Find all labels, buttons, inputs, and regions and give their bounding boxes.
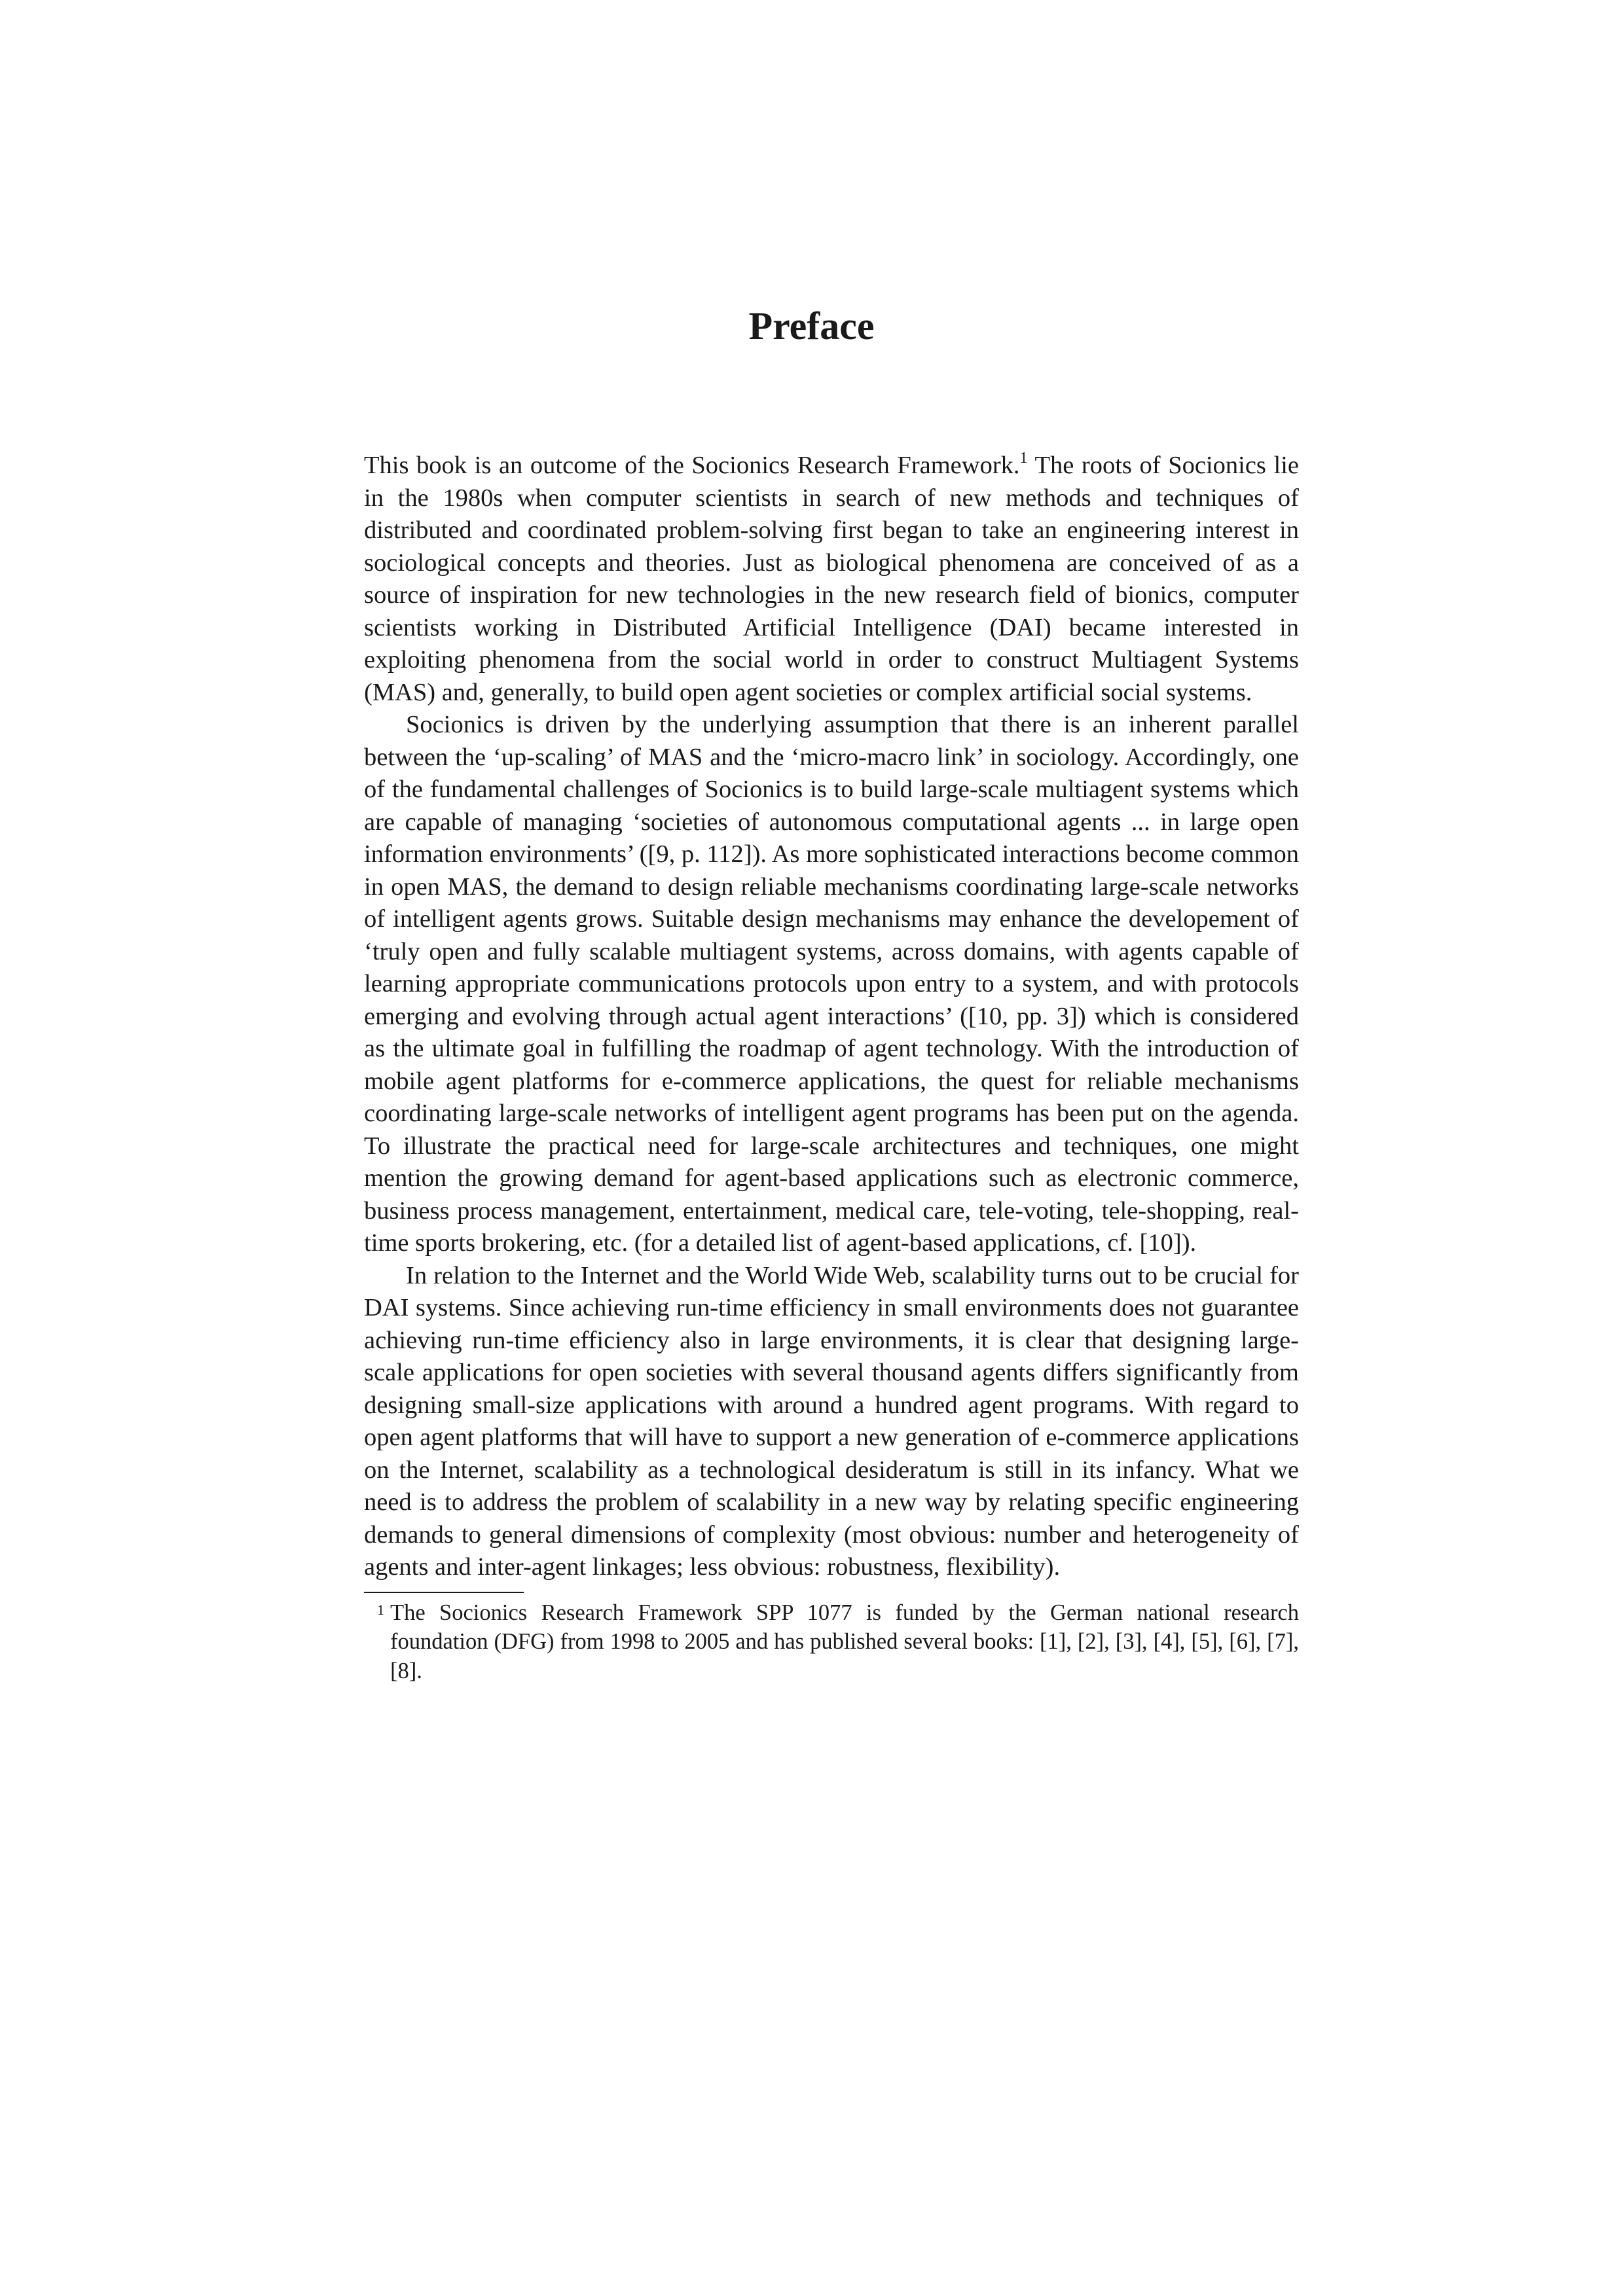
paragraph-1-body: The roots of Socionics lie in the 1980s when computer scientists in search of new methods and techniques of distributed and coordinated problem-solving first began to take an engineering interest in sociological concepts and theories. Just as biological phenomena are conceived of as a source of inspiration for new technologies in the new research field of bionics, computer scientists working in Distributed Artificial Intelligence (DAI) became interested in exploiting phenomena from the social world in order to construct Multiagent Systems (MAS) and, generally, to build open agent societies or complex artificial social systems. <box>364 452 1299 706</box>
footnote-text: The Socionics Research Framework SPP 1077 is funded by the German national research foundation (DFG) from 1998 to 2005 and has published several books: [1], [2], [3], [4], [5], [6], [7], [8]. <box>390 1600 1299 1683</box>
main-text <box>364 450 1299 1685</box>
paragraph-2: Socionics is driven by the underlying assumption that there is an inherent parallel between the ‘up-scaling’ of MAS and the ‘micro-macro link’ in sociology. Accordingly, one of the fundamental challenges of Socionics is to build large-scale multiagent systems which are capable of managing ‘societies of autonomous computational agents ... in large open information environments’ ([9, p. 112]). As more sophisticated interactions become common in open MAS, the demand to design reliable mechanisms coordinating large-scale networks of intelligent agents grows. Suitable design mechanisms may enhance the developement of ‘truly open and fully scalable multiagent systems, across domains, with agents capable of learning appropriate communications protocols upon entry to a system, and with protocols emerging and evolving through actual agent interactions’ ([10, pp. 3]) which is considered as the ultimate goal in fulfilling the roadmap of agent technology. With the introduction of mobile agent platforms for e-commerce applications, the quest for reliable mechanisms coordinating large-scale networks of intelligent agent programs has been put on the agenda. To illustrate the practical need for large-scale architectures and techniques, one might mention the growing demand for agent-based applications such as electronic commerce, business process management, entertainment, medical care, tele-voting, tele-shopping, real-time sports brokering, etc. (for a detailed list of agent-based applications, cf. [10]). <box>364 711 1299 1257</box>
paragraph-1 <box>364 450 1299 709</box>
footnote-divider <box>364 1592 524 1593</box>
footnote-mark: 1 <box>377 1601 384 1618</box>
footnote-reference[interactable]: 1 <box>1019 450 1028 467</box>
paragraph-1-lead: This book is an outcome of the Socionics Research Framework. <box>364 452 1020 479</box>
footnote <box>364 1598 1299 1686</box>
page-title: Preface <box>748 304 875 348</box>
paragraph-3: In relation to the Internet and the World Wide Web, scalability turns out to be crucial for DAI systems. Since achieving run-time efficiency in small environments does not guarantee achieving run-time efficiency also in large environments, it is clear that designing large-scale applications for open societies with several thousand agents differs significantly from designing small-size applications with around a hundred agent programs. With regard to open agent platforms that will have to support a new generation of e-commerce applications on the Internet, scalability as a technological desideratum is still in its infancy. What we need is to address the problem of scalability in a new way by relating specific engineering demands to general dimensions of complexity (most obvious: number and heterogeneity of agents and inter-agent linkages; less obvious: robustness, flexibility). <box>364 1261 1299 1581</box>
